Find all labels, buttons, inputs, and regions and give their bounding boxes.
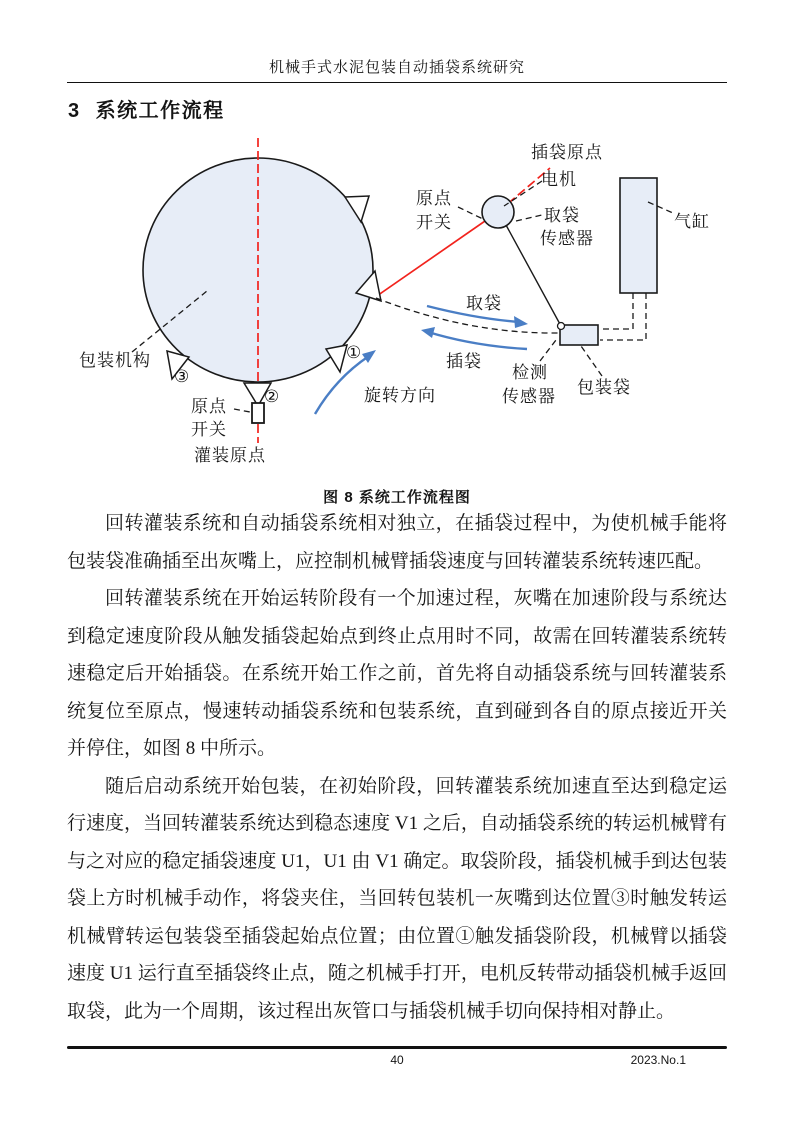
section-title: 系统工作流程 xyxy=(95,100,225,122)
figure-caption: 图 8 系统工作流程图 xyxy=(323,489,471,506)
position-marker-2: ② xyxy=(264,387,280,406)
label-take-bag: 取袋 xyxy=(466,294,502,313)
label-origin-switch-top-1: 原点 xyxy=(416,189,452,208)
journal-issue: 2023.No.1 xyxy=(630,1053,686,1067)
label-rotation-direction: 旋转方向 xyxy=(364,386,436,405)
label-origin-switch-bottom-1: 原点 xyxy=(191,397,227,416)
paragraph-1: 回转灌装系统和自动插袋系统相对独立，在插袋过程中，为使机械手能将包装袋准确插至出灰嘴上，应控制机械臂插袋速度与回转灌装系统转速匹配。 xyxy=(67,513,727,572)
label-packaging-mechanism: 包装机构 xyxy=(79,351,151,370)
label-take-bag-sensor-2: 传感器 xyxy=(540,229,594,248)
label-detect-sensor-1: 检测 xyxy=(512,363,548,382)
section-heading xyxy=(68,94,225,123)
label-motor: 电机 xyxy=(541,170,577,189)
insert-bag-arrow-line xyxy=(428,332,527,349)
running-header: 机械手式水泥包装自动插袋系统研究 xyxy=(268,60,525,76)
take-bag-arrowhead-icon xyxy=(514,316,528,328)
footer-rule xyxy=(67,1046,727,1049)
leader-take-bag-sensor xyxy=(516,215,542,221)
label-insert-origin: 插袋原点 xyxy=(531,143,603,162)
label-detect-sensor-2: 传感器 xyxy=(502,387,556,406)
cylinder-bag-link-2 xyxy=(600,293,646,340)
label-origin-switch-bottom-2: 开关 xyxy=(191,420,227,439)
insert-bag-arrowhead-icon xyxy=(421,327,435,338)
leader-detect-sensor xyxy=(540,340,556,361)
paragraph-2: 回转灌装系统在开始运转阶段有一个加速过程，灰嘴在加速阶段与系统达到稳定速度阶段从触发插袋起始点到终止点用时不同，故需在回转灌装系统转速稳定后开始插袋。在系统开始工作之前，首先将自动插袋系统与回转灌装系统复位至原点，慢速转动插袋系统和包装系统，直到碰到各自的原点接近开关并停住，如图 8 中所示。 xyxy=(67,588,727,759)
page-number: 40 xyxy=(390,1053,404,1067)
position-marker-3: ③ xyxy=(174,367,190,386)
label-take-bag-sensor-1: 取袋 xyxy=(544,206,580,225)
air-cylinder-rect xyxy=(620,178,657,293)
leader-origin-switch-top xyxy=(458,207,483,219)
header-rule xyxy=(67,82,727,83)
diagram-canvas xyxy=(0,128,793,480)
origin-switch-rect xyxy=(252,403,264,423)
leader-origin-switch-bottom xyxy=(234,409,250,412)
section-number: 3 xyxy=(68,100,81,122)
position-marker-1: ① xyxy=(346,343,362,362)
paragraph-3: 随后启动系统开始包装，在初始阶段，回转灌装系统加速直至达到稳定运行速度，当回转灌装系统达到稳态速度 V1 之后，自动插袋系统的转运机械臂有与之对应的稳定插袋速度 U1，U1 由 V1 确定。取袋阶段，插袋机械手到达包装袋上方时机械手动作，将袋夹住，当回转包装机一灰嘴到达位置③时触发转运机械臂转运包装袋至插袋起始点位置；由位置①触发插袋阶段，机械臂以插袋速度 U1 运行直至插袋终止点，随之机械手打开，电机反转带动插袋机械手返回取袋，此为一个周期，该过程出灰管口与插袋机械手切向保持相对静止。 xyxy=(67,775,727,1022)
rotation-direction-arrowhead-icon xyxy=(362,350,376,363)
body-text xyxy=(67,505,727,1030)
motor-circle xyxy=(482,196,514,228)
label-origin-switch-top-2: 开关 xyxy=(416,213,452,232)
packaging-bag-rect xyxy=(560,325,598,345)
leader-packaging-bag xyxy=(581,346,602,376)
label-air-cylinder: 气缸 xyxy=(674,212,710,231)
label-insert-bag: 插袋 xyxy=(446,352,482,371)
bag-pivot-marker xyxy=(558,323,565,330)
figure-8-diagram xyxy=(0,128,793,480)
label-filling-origin: 灌装原点 xyxy=(194,446,266,465)
label-packaging-bag: 包装袋 xyxy=(577,378,631,397)
cylinder-bag-link-1 xyxy=(600,293,633,329)
